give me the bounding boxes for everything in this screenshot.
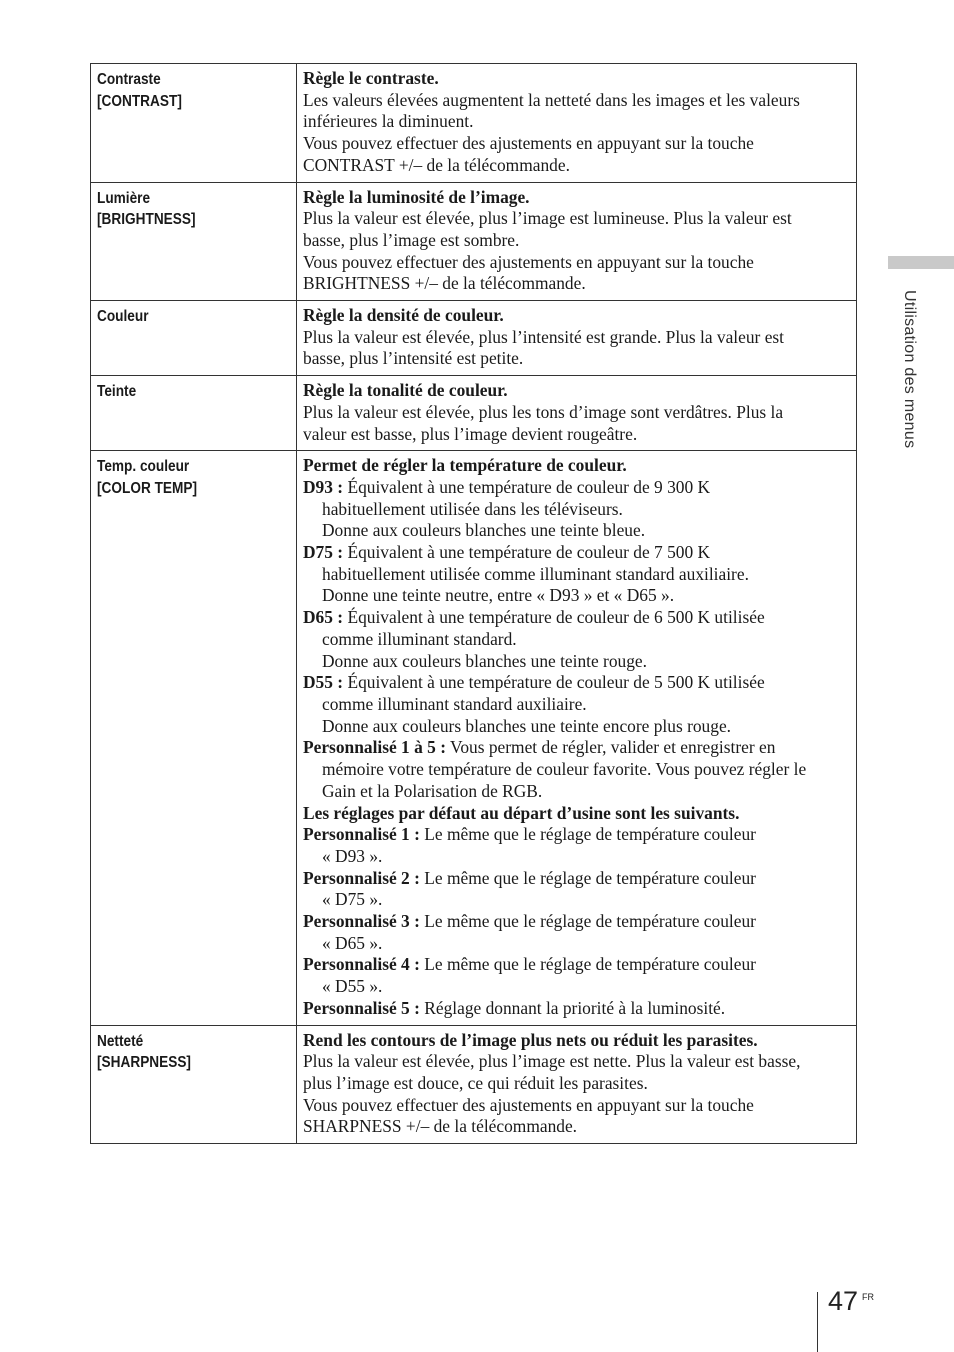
page-number: 47: [828, 1286, 859, 1316]
description-line: Plus la valeur est élevée, plus l’intensité est grande. Plus la valeur est: [303, 326, 785, 347]
setting-description: [297, 376, 857, 451]
option-continuation: « D93 ».: [322, 845, 383, 866]
setting-code: [CONTRAST]: [97, 92, 182, 110]
description-line: basse, plus l’image est sombre.: [303, 229, 520, 250]
section-tab-label: Utilisation des menus: [901, 290, 918, 449]
setting-code: [COLOR TEMP]: [97, 479, 198, 497]
option-continuation: habituellement utilisée dans les téléviseurs.: [322, 498, 623, 519]
description-heading: Permet de régler la température de couleur.: [303, 455, 627, 476]
table-row: [91, 301, 857, 376]
description-line: CONTRAST +/– de la télécommande.: [303, 154, 570, 175]
option-text: Le même que le réglage de température couleur: [419, 954, 756, 975]
default-custom-1: [303, 824, 848, 846]
description-line: inférieures la diminuent.: [303, 111, 474, 132]
option-continuation: comme illuminant standard.: [322, 628, 517, 649]
description-heading: Règle le contraste.: [303, 68, 439, 88]
option-d55: [303, 672, 848, 694]
description-line: plus l’image est douce, ce qui réduit les parasites.: [303, 1072, 648, 1093]
option-text: Équivalent à une température de couleur de 7 500 K: [343, 542, 711, 563]
setting-name-cell: [91, 301, 297, 376]
option-d65: [303, 607, 848, 629]
setting-name: Netteté: [97, 1032, 144, 1050]
option-continuation: Donne aux couleurs blanches une teinte encore plus rouge.: [322, 715, 732, 736]
option-label: D75 :: [303, 542, 344, 563]
option-label: D65 :: [303, 607, 344, 628]
description-heading: Règle la luminosité de l’image.: [303, 186, 530, 207]
option-label: Personnalisé 1 :: [303, 824, 420, 845]
option-continuation: mémoire votre température de couleur favorite. Vous pouvez régler le: [322, 759, 807, 780]
setting-name-cell: [91, 1025, 297, 1144]
description-line: Vous pouvez effectuer des ajustements en appuyant sur la touche: [303, 251, 754, 272]
setting-description: [297, 64, 857, 183]
setting-name-cell: [91, 376, 297, 451]
setting-name: Contraste: [97, 71, 161, 88]
section-tab-marker: [888, 256, 954, 269]
description-line: Les valeurs élevées augmentent la netteté dans les images et les valeurs: [303, 89, 800, 110]
table-row: [91, 64, 857, 183]
option-custom: [303, 737, 848, 759]
setting-name: Temp. couleur: [97, 458, 190, 476]
settings-table: [90, 63, 857, 1144]
description-line: SHARPNESS +/– de la télécommande.: [303, 1116, 578, 1137]
description-line: Plus la valeur est élevée, plus les tons d’image sont verdâtres. Plus la: [303, 401, 784, 422]
description-heading: Rend les contours de l’image plus nets ou réduit les parasites.: [303, 1029, 758, 1050]
option-text: Le même que le réglage de température couleur: [419, 824, 756, 845]
option-d93: [303, 477, 848, 499]
option-text: Équivalent à une température de couleur de 9 300 K: [343, 476, 711, 497]
description-line: Vous pouvez effectuer des ajustements en appuyant sur la touche: [303, 133, 754, 154]
table-row: [91, 182, 857, 301]
setting-name: Couleur: [97, 308, 149, 326]
default-custom-5: [303, 998, 848, 1020]
setting-description: [297, 451, 857, 1025]
option-continuation: Donne aux couleurs blanches une teinte rouge.: [322, 650, 647, 671]
page-language-code: FR: [862, 1292, 874, 1302]
description-line: BRIGHTNESS +/– de la télécommande.: [303, 273, 586, 294]
option-continuation: « D55 ».: [322, 976, 383, 997]
option-label: Personnalisé 5 :: [303, 997, 420, 1018]
description-heading: Règle la densité de couleur.: [303, 305, 504, 326]
option-continuation: « D75 ».: [322, 889, 383, 910]
setting-name: Lumière: [97, 189, 151, 207]
setting-name-cell: [91, 451, 297, 1025]
option-d75: [303, 542, 848, 564]
option-continuation: Gain et la Polarisation de RGB.: [322, 780, 543, 801]
setting-name-cell: [91, 64, 297, 183]
option-continuation: habituellement utilisée comme illuminant standard auxiliaire.: [322, 563, 749, 584]
setting-code: [SHARPNESS]: [97, 1054, 191, 1072]
option-text: Équivalent à une température de couleur de 6 500 K utilisée: [343, 607, 765, 628]
table-row: [91, 376, 857, 451]
option-label: Personnalisé 2 :: [303, 867, 420, 888]
option-text: Réglage donnant la priorité à la luminosité.: [419, 997, 726, 1018]
table-row: [91, 1025, 857, 1144]
option-label: Personnalisé 1 à 5 :: [303, 737, 446, 758]
setting-description: [297, 182, 857, 301]
description-line: Vous pouvez effectuer des ajustements en appuyant sur la touche: [303, 1094, 754, 1115]
option-continuation: Donne aux couleurs blanches une teinte bleue.: [322, 520, 646, 541]
option-text: Vous permet de régler, valider et enregistrer en: [445, 737, 776, 758]
description-line: basse, plus l’intensité est petite.: [303, 348, 524, 369]
default-custom-2: [303, 868, 848, 890]
description-line: Plus la valeur est élevée, plus l’image est nette. Plus la valeur est basse,: [303, 1051, 801, 1072]
option-label: Personnalisé 4 :: [303, 954, 420, 975]
option-label: D55 :: [303, 672, 344, 693]
option-continuation: comme illuminant standard auxiliaire.: [322, 693, 587, 714]
option-text: Le même que le réglage de température couleur: [419, 911, 756, 932]
description-heading: Règle la tonalité de couleur.: [303, 380, 508, 401]
option-label: D93 :: [303, 476, 344, 497]
option-text: Le même que le réglage de température couleur: [419, 867, 756, 888]
option-text: Équivalent à une température de couleur de 5 500 K utilisée: [343, 672, 765, 693]
description-line: valeur est basse, plus l’image devient rougeâtre.: [303, 423, 638, 444]
default-custom-3: [303, 911, 848, 933]
page-number-rule: [817, 1292, 818, 1352]
setting-description: [297, 301, 857, 376]
setting-name-cell: [91, 182, 297, 301]
setting-name: Teinte: [97, 383, 137, 401]
option-label: Personnalisé 3 :: [303, 911, 420, 932]
option-continuation: Donne une teinte neutre, entre « D93 » et « D65 ».: [322, 585, 675, 606]
setting-description: [297, 1025, 857, 1144]
option-continuation: « D65 ».: [322, 932, 383, 953]
default-custom-4: [303, 954, 848, 976]
table-row: [91, 451, 857, 1025]
defaults-heading: Les réglages par défaut au départ d’usine sont les suivants.: [303, 802, 740, 823]
description-line: Plus la valeur est élevée, plus l’image est lumineuse. Plus la valeur est: [303, 208, 792, 229]
setting-code: [BRIGHTNESS]: [97, 211, 196, 229]
